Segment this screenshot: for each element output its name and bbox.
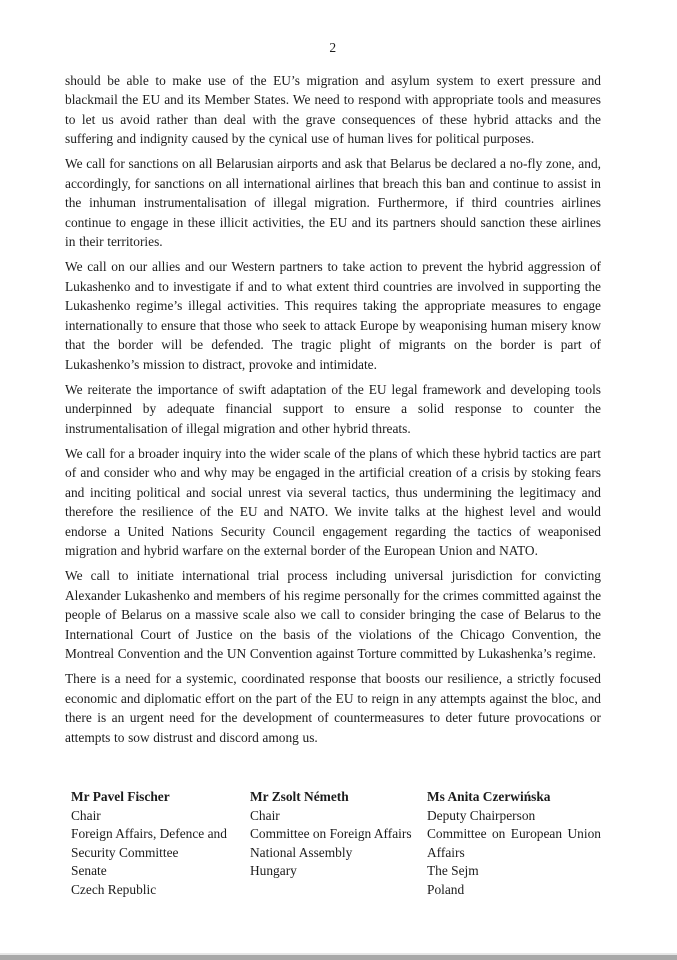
signatory-name: Ms Anita Czerwińska (427, 789, 551, 804)
body-paragraph: We call for a broader inquiry into the wider scale of the plans of which these hybrid tactics are part of and consider who and why may be engaged in the artificial creation of a crisis by stoking fears and inciting political and social unrest via several tactics, thus undermining the legitimacy and therefore the resilience of the EU and NATO. We invite talks at the highest level and would endorse a United Nations Security Council engagement regarding the tactics of weaponised migration and hybrid warfare on the external border of the European Union and NATO. (65, 445, 601, 558)
signature-block (250, 788, 427, 899)
body-paragraph: There is a need for a systemic, coordinated response that boosts our resilience, a strictly focused economic and diplomatic effort on the part of the EU to reign in any attempts against the bloc, and there is an urgent need for the development of countermeasures to deter future provocations or attempts to sow distrust and discord among us. (65, 671, 601, 745)
page-number: 2 (329, 40, 337, 55)
body-paragraph: We call to initiate international trial process including universal jurisdiction for convicting Alexander Lukashenko and members of his regime personally for the crimes committed against the people of Belarus on a massive scale also we call to consider bringing the case of Belarus to the International Court of Justice on the basis of the violations of the Chicago Convention, the Montreal Convention and the UN Convention against Torture committed by Lukashenka’s regime. (65, 568, 602, 661)
signatory-role: Chair (250, 807, 280, 823)
signature-block (71, 788, 250, 899)
signatory-institution: The Sejm (427, 863, 479, 878)
signature-block (427, 788, 601, 899)
signatory-country: Hungary (250, 863, 297, 878)
signatory-country: Czech Republic (71, 881, 157, 897)
signatory-institution: Senate (71, 863, 107, 878)
signatory-name: Mr Zsolt Németh (250, 789, 349, 804)
document-body (65, 71, 601, 748)
body-paragraph: should be able to make use of the EU’s migration and asylum system to exert pressure and blackmail the EU and its Member States. We need to respond with appropriate tools and measures to let us avoid rather than deal with the grave consequences of these hybrid attacks and the suffering and indignity caused by the cynical use of human lives for political purposes. (65, 72, 601, 146)
body-paragraph: We reiterate the importance of swift adaptation of the EU legal framework and developing tools underpinned by adequate financial support to ensure a solid response to counter the instrumentalisation of illegal migration and other hybrid threats. (65, 381, 601, 436)
signatory-country: Poland (427, 881, 465, 897)
body-paragraph: We call for sanctions on all Belarusian airports and ask that Belarus be declared a no-fly zone, and, accordingly, for sanctions on all international airlines that breach this ban and continue to assist in the inhuman instrumentalisation of illegal migration. Furthermore, if third countries airlines continue to engage in these illicit activities, the EU and its partners should sanction these airlines in their territories. (65, 156, 601, 249)
signatory-institution: National Assembly (250, 844, 353, 860)
signature-section (71, 788, 601, 899)
scan-edge-strip (0, 953, 677, 960)
signatory-committee: Committee on European Union Affairs (427, 826, 601, 860)
body-paragraph: We call on our allies and our Western partners to take action to prevent the hybrid aggression of Lukashenko and to investigate if and to what extent third countries are involved in supporting the Lukashenko regime’s illegal activities. This requires taking the appropriate measures to engage internationally to ensure that those who seek to attack Europe by weaponising human misery know that the border will be defended. The tragic plight of migrants on the border is part of Lukashenko’s mission to distract, provoke and intimidate. (65, 259, 601, 372)
signatory-committee: Committee on Foreign Affairs (250, 826, 412, 841)
signatory-name: Mr Pavel Fischer (71, 789, 170, 804)
signatory-role: Deputy Chairperson (427, 807, 536, 823)
signatory-committee: Foreign Affairs, Defence and Security Committee (71, 826, 227, 860)
signatory-role: Chair (71, 807, 101, 823)
